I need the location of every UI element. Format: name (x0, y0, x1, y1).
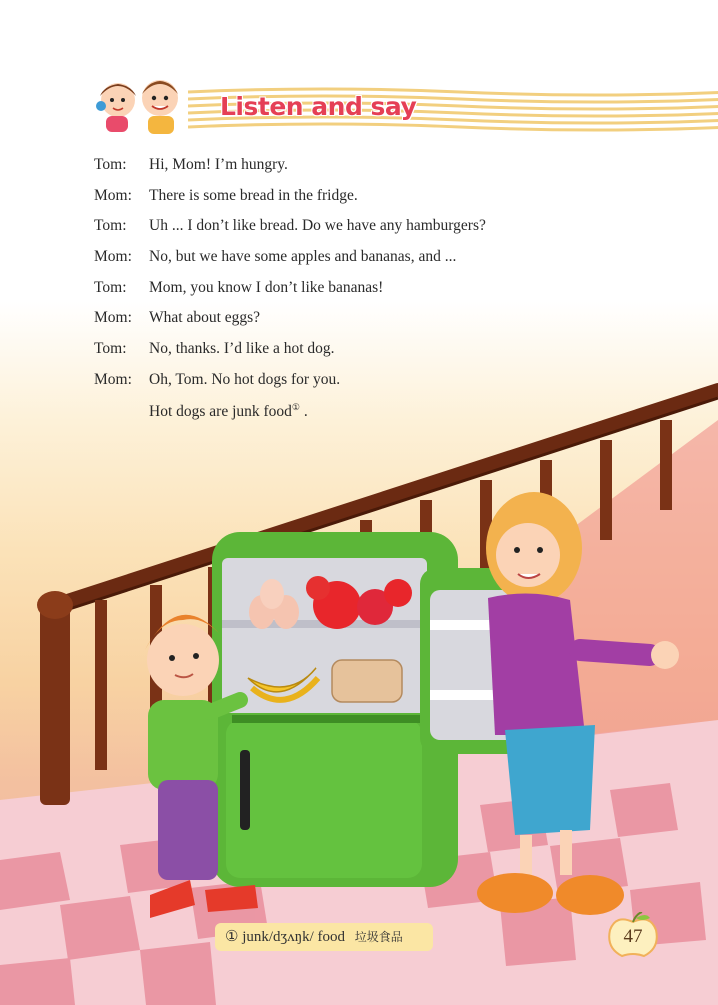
kitchen-illustration (0, 360, 718, 1005)
dialogue-line (94, 309, 614, 340)
dialogue-line (94, 248, 614, 279)
speaker-label: Mom: (94, 309, 132, 327)
utterance-end: . (300, 402, 308, 420)
utterance: There is some bread in the fridge. (149, 186, 358, 204)
utterance: Oh, Tom. No hot dogs for you. (149, 370, 341, 388)
footnote (215, 923, 433, 951)
kids-icon (88, 74, 198, 136)
utterance: Hi, Mom! I’m hungry. (149, 156, 288, 173)
speaker-label: Mom: (94, 248, 132, 266)
speaker-label: Tom: (94, 278, 127, 296)
speaker-label: Mom: (94, 186, 132, 204)
speaker-label: Tom: (94, 340, 127, 358)
page-number: 47 (623, 926, 643, 947)
section-header (88, 74, 648, 136)
dialogue-line (94, 217, 614, 248)
utterance: What about eggs? (149, 309, 261, 327)
dialogue-line (94, 156, 614, 187)
utterance: No, thanks. I’d like a hot dog. (149, 340, 335, 358)
utterance: Uh ... I don’t like bread. Do we have any hamburgers? (149, 217, 486, 235)
footnote-text: junk/dʒʌŋk/ food (242, 929, 346, 945)
dialogue-line (94, 187, 614, 218)
utterance: No, but we have some apples and bananas, and ... (149, 248, 457, 266)
utterance: Mom, you know I don’t like bananas! (149, 278, 384, 296)
footnote-translation: 垃圾食品 (354, 930, 403, 944)
footnote-mark: ① (225, 929, 239, 945)
dialogue-line (94, 279, 614, 310)
section-title: Listen and say (220, 92, 417, 121)
utterance-text: Hot dogs are junk food (149, 402, 292, 420)
speaker-label: Mom: (94, 370, 132, 388)
footnote-marker: ① (291, 401, 300, 412)
speaker-label: Tom: (94, 217, 127, 235)
speaker-label: Tom: (94, 156, 127, 173)
